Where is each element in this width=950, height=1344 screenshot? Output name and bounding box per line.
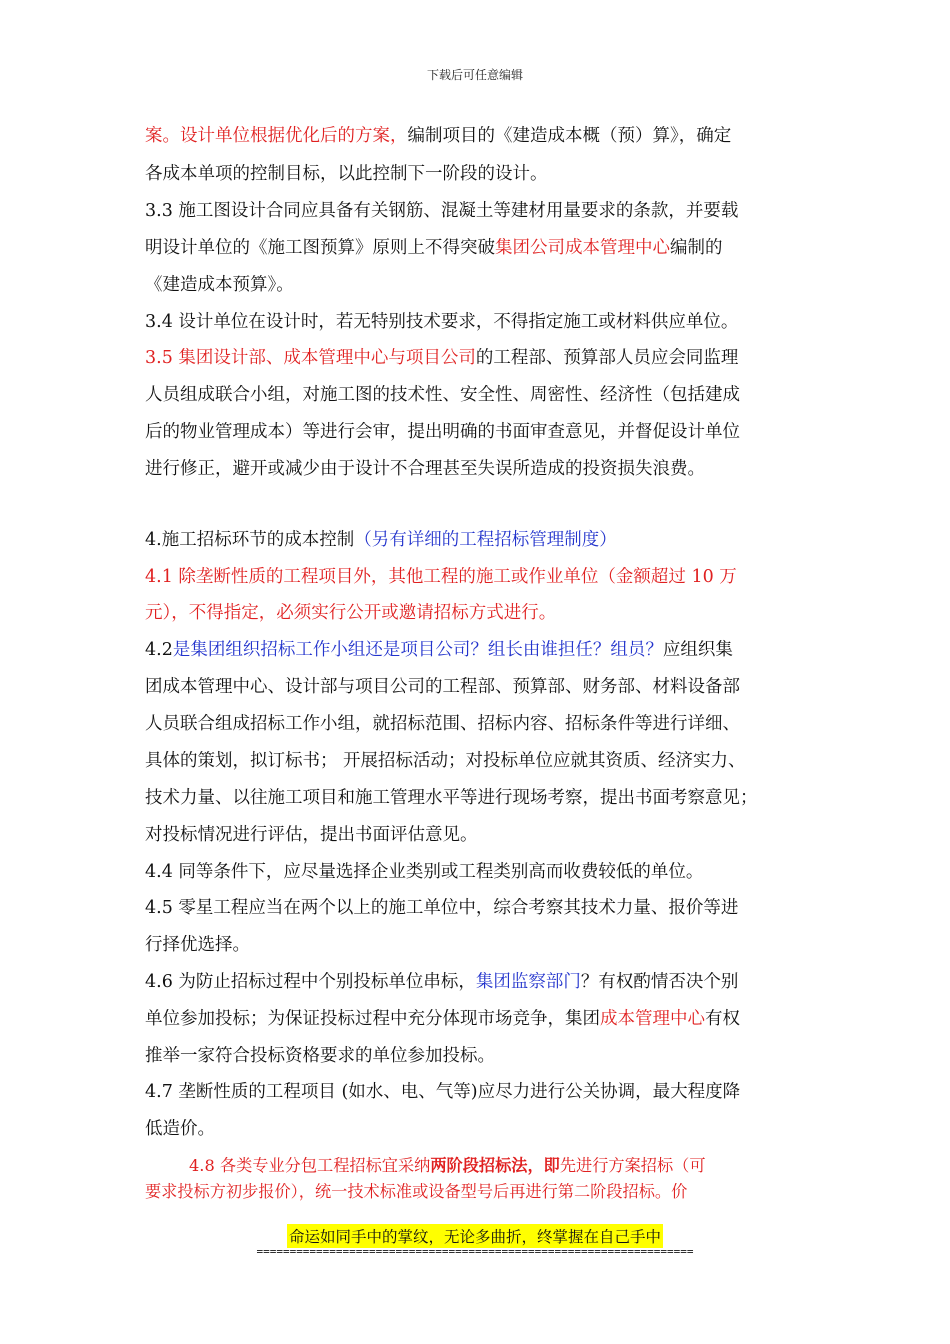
text-segment: ？有权酌情否决个别 [580,972,739,992]
text-segment: 先进行方案招标（可 [559,1156,706,1175]
text-segment: 进行修正，避开或减少由于设计不合理甚至失误所造成的投资损失浪费。 [145,459,705,479]
text-segment: 低造价。 [145,1119,215,1139]
text-line [145,124,731,148]
text-line [145,712,740,736]
text-line [145,970,738,994]
text-segment: 4.7 垄断性质的工程项目 (如水、电、气等)应尽力进行公关协调，最大程度降 [145,1082,741,1102]
text-segment: 案。设计单位根据优化后的方案， [145,126,408,146]
text-segment: 编制的 [670,238,723,258]
text-line [145,162,548,186]
footer-motto: 命运如同手中的掌纹，无论多曲折，终掌握在自己手中 [287,1224,663,1248]
text-line [145,1007,740,1031]
text-segment: 人员组成联合小组，对施工图的技术性、安全性、周密性、经济性（包括建成 [145,385,740,405]
text-segment: 技术力量、以往施工项目和施工管理水平等进行现场考察，提出书面考察意见； [145,788,758,808]
text-segment: 两阶段招标法，即 [430,1156,560,1175]
text-segment: 4.施工招标环节的成本控制 [145,530,355,550]
text-segment: 《建造成本预算》。 [145,275,294,295]
text-segment: 具体的策划，拟订标书； 开展招标活动；对投标单位应就其资质、经济实力、 [145,751,746,771]
text-segment: （另有详细的工程招标管理制度） [354,530,617,550]
text-segment: 编制项目的《建造成本概（预）算》，确定 [407,126,732,146]
text-segment: 成本管理中心 [600,1009,705,1029]
text-line [145,823,478,847]
text-segment: 4.5 零星工程应当在两个以上的施工单位中，综合考察其技术力量、报价等进 [145,898,739,918]
text-line [145,933,250,957]
text-line [145,273,294,297]
text-segment: 的工程部、预算部人员应会同监理 [475,348,739,368]
text-line [145,310,738,334]
text-line [145,1080,740,1104]
text-segment: 4.4 同等条件下，应尽量选择企业类别或工程类别高而收费较低的单位。 [145,862,704,882]
page-header: 下载后可任意编辑 [426,68,523,82]
text-line [145,896,738,920]
text-segment: 元），不得指定，必须实行公开或邀请招标方式进行。 [145,603,557,623]
text-line [145,675,740,699]
text-segment: 应组织集 [662,640,733,660]
text-line [145,383,740,407]
text-line [145,528,617,552]
text-segment: 4.8 各类专业分包工程招标宜采纳 [189,1156,431,1175]
text-segment: 明设计单位的《施工图预算》原则上不得突破 [145,238,495,258]
text-line [145,1180,687,1204]
text-line [145,786,758,810]
text-line [145,199,738,223]
text-segment: 有权 [705,1009,740,1029]
text-line [145,1044,495,1068]
footer-rule: ================================================================== [256,1245,694,1258]
text-line [145,420,740,444]
text-segment: 4.1 除垄断性质的工程项目外，其他工程的施工或作业单位（金额超过 10 万 [145,567,737,587]
text-segment: 人员联合组成招标工作小组，就招标范围、招标内容、招标条件等进行详细、 [145,714,740,734]
text-line [145,860,703,884]
text-segment: 各成本单项的控制目标，以此控制下一阶段的设计。 [145,164,548,184]
text-line [145,565,737,589]
text-segment: 3.5 集团设计部、成本管理中心与项目公司 [145,348,476,368]
text-segment: 4.6 为防止招标过程中个别投标单位串标， [145,972,476,992]
text-segment: 团成本管理中心、设计部与项目公司的工程部、预算部、财务部、材料设备部 [145,677,740,697]
text-segment: 3.4 设计单位在设计时，若无特别技术要求，不得指定施工或材料供应单位。 [145,312,739,332]
text-segment: 4.2 [145,640,173,660]
text-segment: 集团监察部门 [475,972,581,992]
text-segment: 3.3 施工图设计合同应具备有关钢筋、混凝土等建材用量要求的条款，并要载 [145,201,739,221]
text-segment: 后的物业管理成本）等进行会审，提出明确的书面审查意见，并督促设计单位 [145,422,740,442]
text-segment: 是集团组织招标工作小组还是项目公司？组长由谁担任？组员？ [172,640,663,660]
text-segment: 集团公司成本管理中心 [495,238,670,258]
text-segment: 推举一家符合投标资格要求的单位参加投标。 [145,1046,495,1066]
text-line [145,638,733,662]
text-line [145,601,556,625]
text-segment: 行择优选择。 [145,935,250,955]
text-line [145,457,705,481]
text-segment: 要求投标方初步报价），统一技术标准或设备型号后再进行第二阶段招标。价 [145,1182,688,1201]
text-line [145,346,738,370]
text-line [189,1154,706,1178]
text-line [145,1117,215,1141]
text-line [145,749,746,773]
text-segment: 单位参加投标；为保证投标过程中充分体现市场竞争，集团 [145,1009,600,1029]
text-line [145,236,723,260]
text-segment: 对投标情况进行评估，提出书面评估意见。 [145,825,478,845]
